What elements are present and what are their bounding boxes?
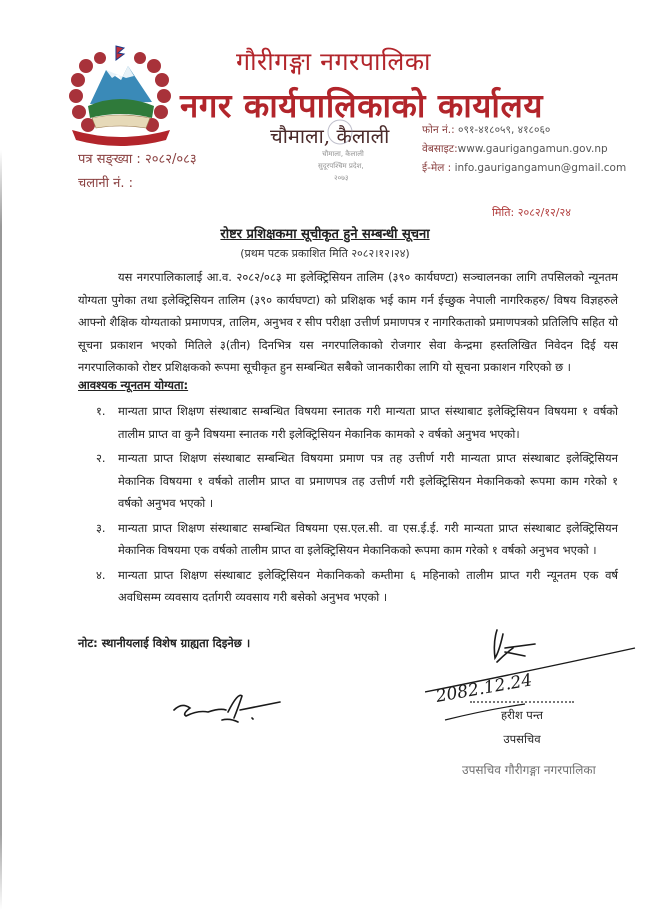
phone-label: फोन नं.: [422,124,455,136]
requirement-text: मान्यता प्राप्त शिक्षण संस्थाबाट सम्बन्धित विषयमा एस.एल.सी. वा एस.ई.ई. गरी मान्यता प्राप्त संस्थाबाट इलेक्ट्रिसियन मेकानिक विषयमा एक वर्षको तालीम प्राप्त वा इलेक्ट्रिसियन मेकानिकको रूपमा काम गरेको १ वर्षको अनुभव भएको । [118,520,618,557]
website-label: वेबसाइट: [422,143,458,155]
note-text: नोट: स्थानीयलाई विशेष ग्राह्यता दिइनेछ । [78,636,251,650]
email-link[interactable]: info.gaurigangamun@gmail.com [454,162,627,174]
notice-body [78,266,618,379]
signatory-name: हरीश पन्त [501,708,543,722]
letter-number-label: पत्र सङ्ख्या : [78,152,141,167]
requirement-item [96,564,618,609]
requirement-text: मान्यता प्राप्त शिक्षण संस्थाबाट सम्बन्धित विषयमा प्रमाण पत्र तह उत्तीर्ण गरी मान्यता प्राप्त संस्थाबाट इलेक्ट्रिसियन मेकानिक विषयमा १ वर्षको तालीम प्राप्त वा प्रमाणपत्र तह उत्तीर्ण गरी इलेक्ट्रिसियन मेकानिकको रूपमा काम गरेको १ वर्षको अनुभव भएको । [118,451,618,510]
nepal-emblem-icon [66,44,176,150]
dispatch-number [78,172,197,196]
office-location: चौमाला, कैलाली [270,124,390,148]
requirement-item [96,400,618,445]
notice-paragraph: यस नगरपालिकालाई आ.व. २०८२/०८३ मा इलेक्ट्रिसियन तालिम (३९० कार्यघण्टा) सञ्चालनका लागि तपसिलको न्यूनतम योग्यता पुगेका तथा इलेक्ट्रिसियन तालिम (३९० कार्यघण्टा) को प्रशिक्षक भई काम गर्न ईच्छुक नेपाली नागरिकहरु/ विषय विज्ञहरुले आफ्नो शैक्षिक योग्यताको प्रमाणपत्र, तालिम, अनुभव र सीप परीक्षा उत्तीर्ण प्रमाणपत्र र नागरिकताको प्रमाणपत्रको प्रतिलिपि सहित यो सूचना प्रकाशन भएको मितिले ३(तीन) दिनभित्र यस नगरपालिकाको रोजगार सेवा केन्द्रमा हस्तलिखित निवेदन दिई यस नगरपालिकाको रोष्टर प्रशिक्षकको रूपमा सूचीकृत हुन सम्बन्धित सबैको जानकारीका लागि यो सूचना प्रकाशन गरिएको छ । [78,270,618,374]
designation-stamp: उपसचिव गौरीगङ्गा नगरपालिका [462,763,596,777]
notice-title-wrap [0,224,650,242]
letter-number-value: २०८२/०८३ [144,152,197,167]
right-signature [425,622,650,722]
requirement-item [96,447,618,515]
left-signature [168,688,288,728]
reference-block [78,148,197,196]
office-name: नगर कार्यपालिकाको कार्यालय [180,86,543,125]
requirement-number: १. [96,404,106,418]
municipality-name: गौरीगङ्गा नगरपालिका [236,47,432,76]
requirements-list [96,400,618,611]
requirement-number: ३. [96,520,106,535]
scan-edge [0,150,2,910]
requirement-text: मान्यता प्राप्त शिक्षण संस्थाबाट सम्बन्धित विषयमा स्नातक गरी मान्यता प्राप्त संस्थाबाट इलेक्ट्रिसियन विषयमा १ वर्षको तालीम प्राप्त वा कुनै विषयमा स्नातक गरी इलेक्ट्रिसियन मेकानिक कामको २ वर्षको अनुभव भएको। [118,404,618,441]
website-line [422,140,626,159]
signature-line [470,701,574,703]
svg-text:सुदूरपश्चिम प्रदेश,: सुदूरपश्चिम प्रदेश, [318,162,364,170]
requirements-heading: आवश्यक न्यूनतम योग्यता: [78,378,189,392]
phone-value: ०९१-४१८०५९, ४१८०६० [458,124,551,136]
requirement-item [96,517,618,562]
email-label: ई-मेल : [422,162,452,174]
handwritten-date: 2082.12.24 [434,670,534,707]
requirement-text: मान्यता प्राप्त शिक्षण संस्थाबाट इलेक्ट्रिसियन मेकानिकको कम्तीमा ६ महिनाको तालीम प्राप्त गरी न्यूनतम एक वर्ष अवधिसम्म व्यवसाय दर्तागरी व्यवसाय गरी बसेको अनुभव भएको । [118,567,618,604]
website-link[interactable]: www.gaurigangamun.gov.np [457,143,608,155]
official-seal-stamp [300,118,395,186]
signatory-designation: उपसचिव [503,732,541,746]
notice-date: मिति: २०८२/१२/२४ [492,206,571,219]
svg-text:चौमाला, कैलाली: चौमाला, कैलाली [322,150,364,158]
phone-line [422,121,626,140]
dispatch-number-label: चलानी नं. : [78,176,134,191]
svg-text:२०७३: २०७३ [334,174,349,182]
requirement-number: २. [96,451,106,465]
notice-title: रोष्टर प्रशिक्षकमा सूचीकृत हुने सम्बन्धी सूचना [220,227,430,242]
contact-block [422,121,626,178]
requirement-number: ४. [96,567,106,582]
letter-number [78,148,197,172]
notice-subtitle: (प्रथम पटक प्रकाशित मिति २०८२।१२।२४) [240,247,410,260]
email-line [422,159,626,178]
